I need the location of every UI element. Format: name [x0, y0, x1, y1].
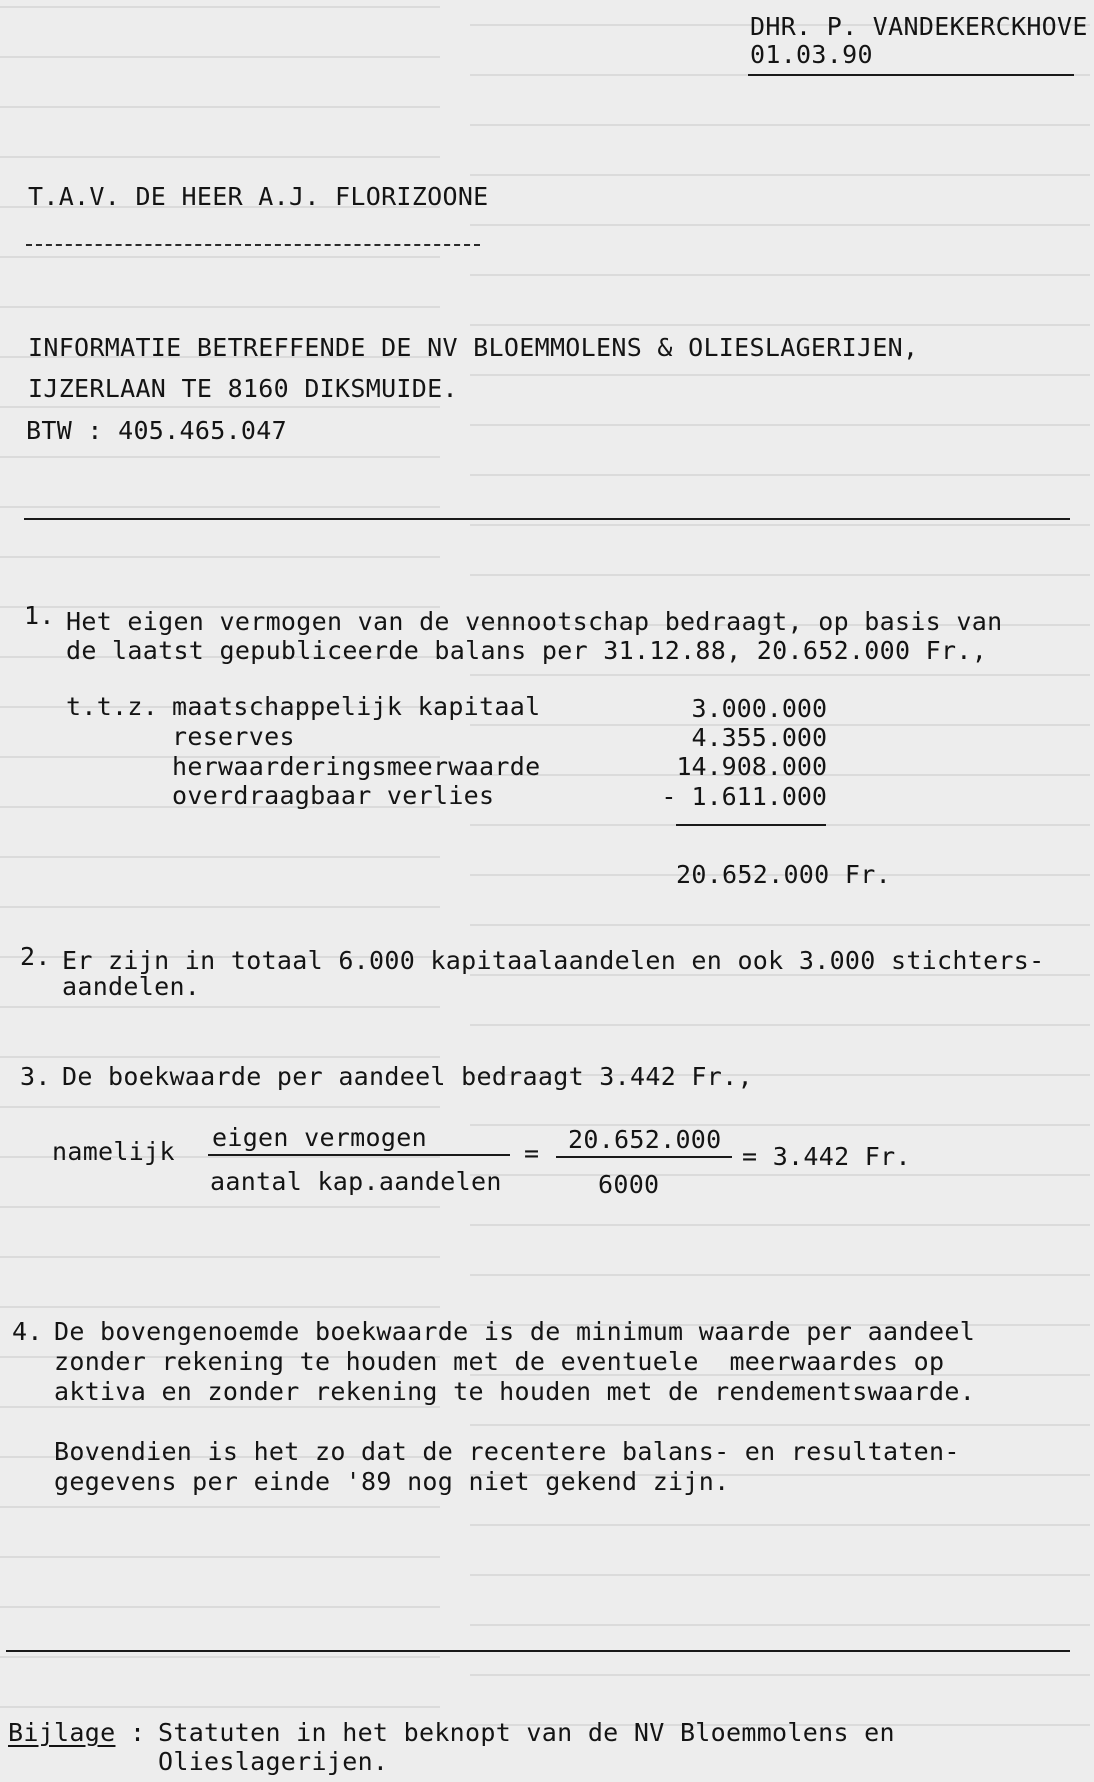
attention-rule: [26, 244, 480, 246]
item-4-line-5: gegevens per einde '89 nog niet gekend zijn.: [54, 1467, 730, 1496]
bleed-line: [0, 1606, 440, 1608]
bleed-line: [0, 156, 440, 158]
bleed-line: [0, 906, 440, 908]
item-2-line-1: Er zijn in totaal 6.000 kapitaalaandelen en ook 3.000 stichters-: [62, 946, 1045, 975]
fraction-bar-value: [556, 1156, 732, 1158]
bleed-line: [470, 1424, 1090, 1426]
bleed-line: [470, 574, 1090, 576]
bleed-line: [470, 1174, 1090, 1176]
fraction-denominator: aantal kap.aandelen: [210, 1167, 502, 1196]
item-4-line-2: zonder rekening te houden met de eventuele meerwaardes op: [54, 1347, 945, 1376]
fraction-denominator-value: 6000: [598, 1170, 660, 1199]
fraction-result: = 3.442 Fr.: [742, 1142, 911, 1171]
bleed-line: [0, 1206, 440, 1208]
equity-row-value: 4.355.000: [691, 723, 827, 752]
bleed-line: [0, 1256, 440, 1258]
author-name: DHR. P. VANDEKERCKHOVE: [750, 12, 1088, 41]
equity-row-label: reserves: [172, 722, 295, 751]
attention-line: T.A.V. DE HEER A.J. FLORIZOONE: [28, 182, 489, 211]
document-date: 01.03.90: [750, 40, 873, 69]
bleed-line: [470, 1274, 1090, 1276]
bleed-line: [0, 1056, 440, 1058]
bleed-line: [470, 1224, 1090, 1226]
bleed-line: [0, 456, 440, 458]
bleed-line: [470, 274, 1090, 276]
bleed-line: [470, 524, 1090, 526]
item-4-number: 4.: [12, 1317, 43, 1346]
bleed-line: [470, 174, 1090, 176]
bleed-line: [0, 1706, 440, 1708]
bleed-line: [470, 674, 1090, 676]
bleed-line: [0, 1556, 440, 1558]
equity-row-label: overdraagbaar verlies: [172, 781, 495, 810]
bleed-line: [0, 6, 440, 8]
footer-rule: [6, 1650, 1070, 1652]
bleed-line: [470, 1124, 1090, 1126]
item-3-line-1: De boekwaarde per aandeel bedraagt 3.442 Fr.,: [62, 1062, 753, 1091]
equity-total: 20.652.000 Fr.: [676, 860, 891, 889]
item-1-line-1: Het eigen vermogen van de vennootschap bedraagt, op basis van: [66, 607, 1003, 636]
equity-row-label: herwaarderingsmeerwaarde: [172, 752, 541, 781]
bleed-line: [470, 1024, 1090, 1026]
fraction-numerator-value: 20.652.000: [568, 1125, 722, 1154]
item-1-prefix: t.t.z.: [66, 692, 159, 721]
item-2-number: 2.: [20, 942, 51, 971]
item-1-number: 1.: [24, 601, 55, 630]
bleed-line: [470, 924, 1090, 926]
annex-label: Bijlage: [8, 1718, 116, 1747]
equity-row-label: maatschappelijk kapitaal: [172, 692, 541, 721]
subject-rule: [24, 518, 1070, 520]
bleed-line: [0, 556, 440, 558]
bleed-line: [0, 56, 440, 58]
bleed-line: [0, 1656, 440, 1658]
item-4-line-4: Bovendien is het zo dat de recentere balans- en resultaten-: [54, 1437, 960, 1466]
namelijk-label: namelijk: [52, 1137, 175, 1166]
bleed-line: [470, 374, 1090, 376]
bleed-line: [470, 424, 1090, 426]
item-1-line-2: de laatst gepubliceerde balans per 31.12.88, 20.652.000 Fr.,: [66, 636, 988, 665]
bleed-line: [470, 1524, 1090, 1526]
bleed-line: [470, 124, 1090, 126]
subject-line-3: BTW : 405.465.047: [26, 416, 287, 445]
bleed-line: [470, 224, 1090, 226]
bleed-line: [0, 1306, 440, 1308]
item-4-line-3: aktiva en zonder rekening te houden met de rendementswaarde.: [54, 1377, 976, 1406]
bleed-line: [470, 324, 1090, 326]
fraction-bar: [208, 1154, 510, 1156]
fraction-numerator: eigen vermogen: [212, 1123, 427, 1152]
annex-separator: :: [130, 1718, 146, 1747]
total-rule: [676, 824, 826, 826]
bleed-line: [470, 1574, 1090, 1576]
bleed-line: [0, 406, 440, 408]
header-rule: [748, 74, 1074, 76]
equity-row-value: 14.908.000: [676, 752, 827, 781]
equity-row-value: - 1.611.000: [661, 782, 827, 811]
bleed-line: [0, 1006, 440, 1008]
bleed-line: [0, 256, 440, 258]
bleed-line: [0, 506, 440, 508]
equity-row-value: 3.000.000: [691, 694, 827, 723]
subject-line-2: IJZERLAAN TE 8160 DIKSMUIDE.: [28, 374, 458, 403]
bleed-line: [470, 474, 1090, 476]
bleed-line: [0, 1506, 440, 1508]
fraction-equals: =: [524, 1139, 540, 1168]
bleed-line: [0, 106, 440, 108]
annex-line-1: Statuten in het beknopt van de NV Bloemmolens en: [158, 1718, 895, 1747]
bleed-line: [0, 856, 440, 858]
bleed-line: [0, 1106, 440, 1108]
bleed-line: [0, 306, 440, 308]
subject-line-1: INFORMATIE BETREFFENDE DE NV BLOEMMOLENS & OLIESLAGERIJEN,: [28, 333, 919, 362]
item-2-line-2: aandelen.: [62, 972, 201, 1001]
annex-line-2: Olieslagerijen.: [158, 1747, 389, 1776]
bleed-line: [470, 1624, 1090, 1626]
item-3-number: 3.: [20, 1062, 51, 1091]
bleed-line: [470, 1674, 1090, 1676]
item-4-line-1: De bovengenoemde boekwaarde is de minimum waarde per aandeel: [54, 1317, 976, 1346]
